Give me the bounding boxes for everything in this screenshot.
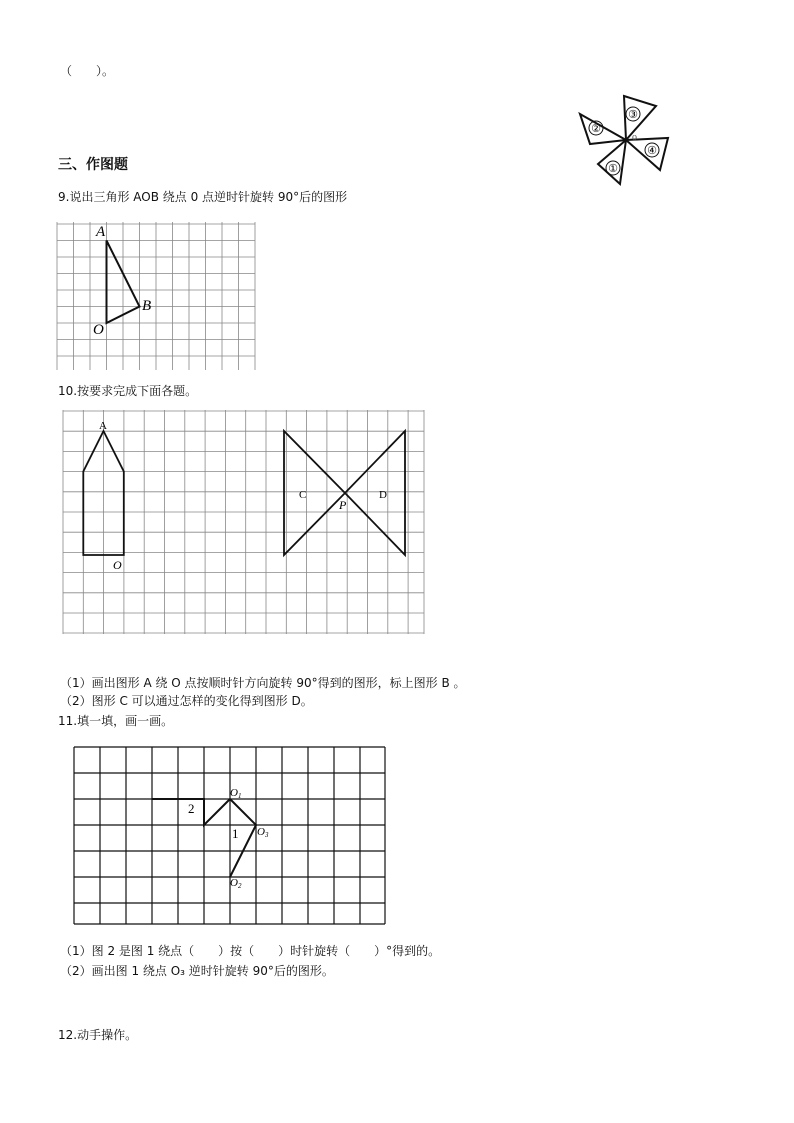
figure-2-number: 2 <box>188 801 195 816</box>
point-o2-subscript: 2 <box>237 882 242 890</box>
question-10: 10.按要求完成下面各题。 <box>58 384 198 398</box>
previous-question-blank: （ ）。 <box>60 64 115 78</box>
point-o2-label <box>230 877 242 890</box>
point-o3-letter: O <box>257 826 265 838</box>
point-o3-label <box>257 826 269 839</box>
grid-q11 <box>74 747 385 924</box>
label-d: D <box>379 489 387 501</box>
grid-figure-q9 <box>56 222 258 372</box>
point-o1-letter: O <box>230 787 238 799</box>
question-9: 9.说出三角形 AOB 绕点 0 点逆时针旋转 90°后的图形 <box>58 190 348 204</box>
grid-q10 <box>63 410 424 634</box>
label-o: O <box>113 558 122 572</box>
pinwheel-label-1: ① <box>608 163 618 175</box>
section-heading: 三、作图题 <box>58 157 128 173</box>
point-o1-label <box>230 787 241 800</box>
point-o2-letter: O <box>230 877 238 889</box>
question-12: 12.动手操作。 <box>58 1028 138 1042</box>
point-o3-subscript: 3 <box>264 831 269 839</box>
point-o1-subscript: 1 <box>237 792 242 800</box>
pinwheel-label-3: ③ <box>628 109 638 121</box>
point-label-a: A <box>96 224 106 240</box>
label-a: A <box>99 420 107 432</box>
question-11: 11.填一填，画一画。 <box>58 714 174 728</box>
question-11-part-1: （1）图 2 是图 1 绕点（ ）按（ ）时针旋转（ ）°得到的。 <box>60 944 441 958</box>
pinwheel-label-4: ④ <box>647 145 657 157</box>
point-label-o: O <box>93 322 104 338</box>
label-c: C <box>299 489 307 501</box>
grid-q9 <box>57 222 255 370</box>
label-p: P <box>339 498 347 512</box>
grid-figure-q10 <box>62 410 428 636</box>
figure-1-number: 1 <box>232 826 239 841</box>
grid-figure-q11 <box>72 746 388 928</box>
pinwheel-label-2: ② <box>591 123 601 135</box>
pinwheel-center-label: o <box>632 132 637 143</box>
question-10-part-2: （2）图形 C 可以通过怎样的变化得到图形 D。 <box>60 694 313 708</box>
pinwheel-triangle-1 <box>598 140 626 184</box>
question-10-part-1: （1）画出图形 A 绕 O 点按顺时针方向旋转 90°得到的图形，标上图形 B 。 <box>60 676 466 690</box>
pinwheel-figure <box>576 94 676 186</box>
question-11-part-2: （2）画出图 1 绕点 O₃ 逆时针旋转 90°后的图形。 <box>60 964 334 978</box>
point-label-b: B <box>142 298 152 314</box>
